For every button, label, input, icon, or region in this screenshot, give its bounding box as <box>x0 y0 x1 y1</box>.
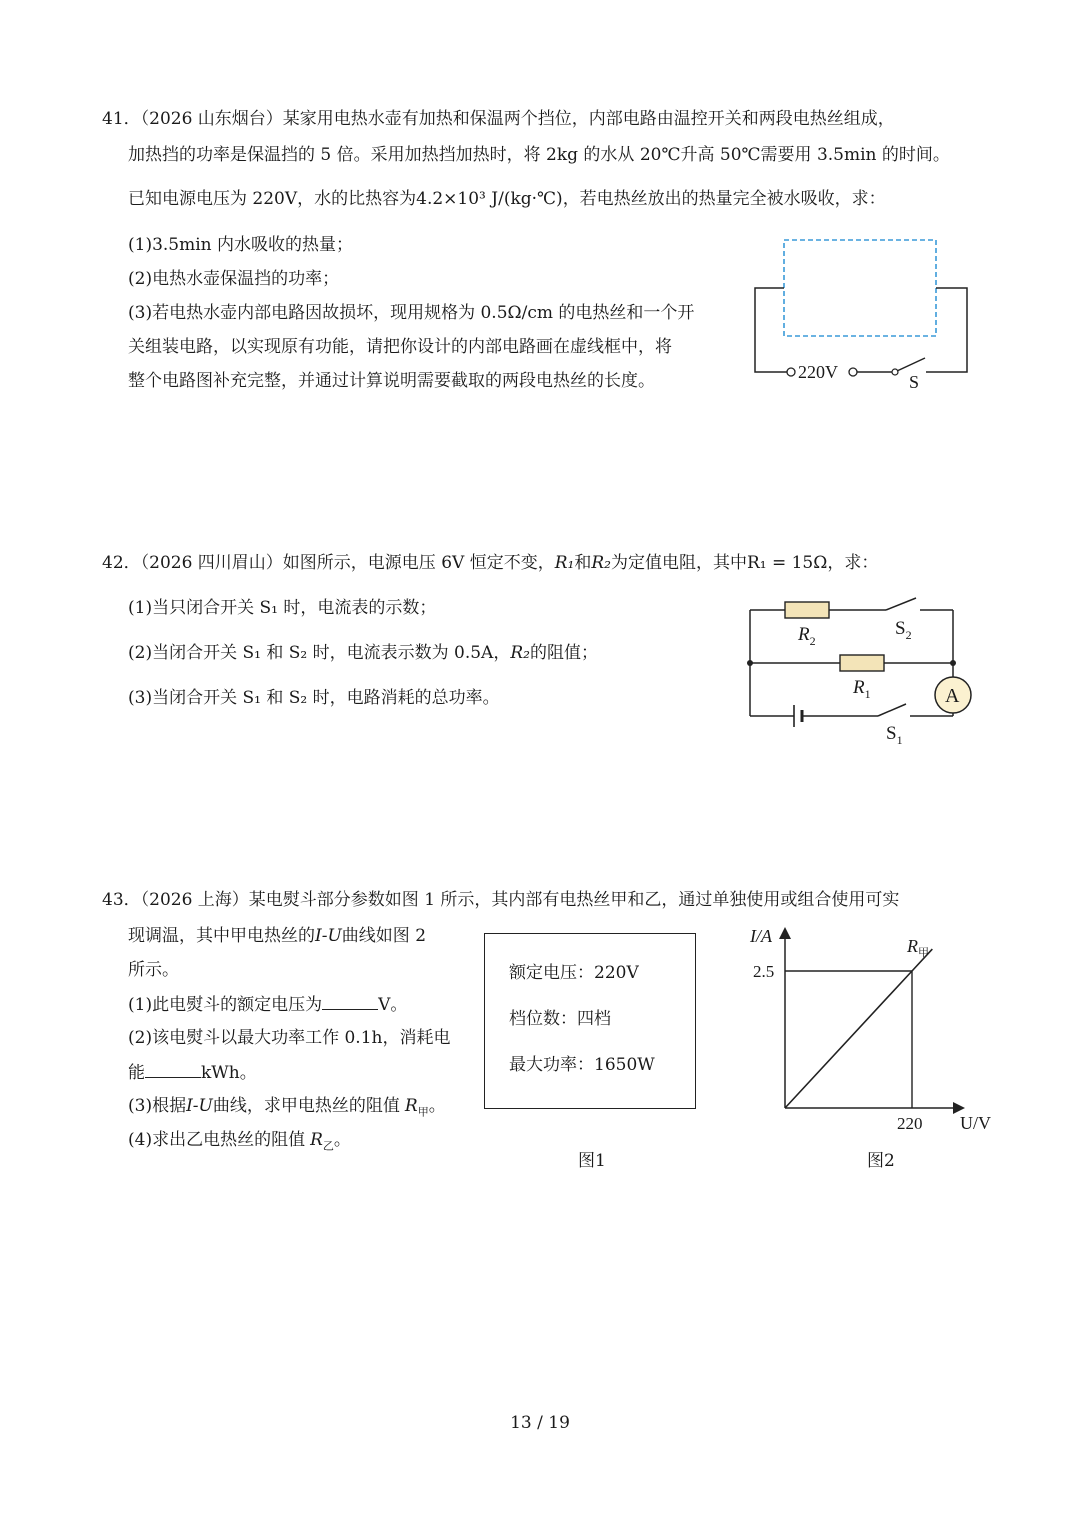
q42-item-2 <box>128 642 598 664</box>
q42-s2-blade <box>886 598 916 610</box>
q43-fig1-caption: 图1 <box>578 1151 606 1171</box>
q42-junction-right <box>950 660 956 666</box>
q43-stem-line3: 所示。 <box>128 960 179 980</box>
q42-r1-resistor <box>840 655 884 671</box>
q41-dashed-box <box>784 240 936 336</box>
q43-item-3-b: 曲线，求甲电热丝的阻值 <box>212 1096 400 1116</box>
q42-item-1: (1)当只闭合开关 S₁ 时，电流表的示数； <box>128 598 437 618</box>
q43-item-3-iu: I-U <box>186 1096 213 1116</box>
q41-switch-pivot <box>892 369 898 375</box>
q43-fig2-curve-label: $R_甲$ <box>907 936 929 959</box>
q43-fig2-x-tick-label: 220 <box>897 1114 923 1133</box>
q42-item-2-r2: R₂ <box>510 643 530 663</box>
q43-item-1-blank <box>322 993 378 1010</box>
q43-item-3 <box>128 1095 446 1123</box>
q43-item-1-a: (1)此电熨斗的额定电压为 <box>128 995 323 1015</box>
q43-fig2-y-axis-label: I/A <box>750 926 772 946</box>
q41-stem-line3-b: ，若电热丝放出的热量完全被水吸收，求： <box>562 189 886 209</box>
q43-item-1 <box>128 993 407 1016</box>
q41-item-3-line3: 整个电路图补充完整，并通过计算说明需要截取的两段电热丝的长度。 <box>128 371 655 391</box>
q42-stem-a: 42．（2026 四川眉山）如图所示，电源电压 6V 恒定不变， <box>102 553 555 573</box>
q43-fig2-y-tick-label: 2.5 <box>753 962 775 981</box>
q42-stem-c: ，求： <box>827 553 879 573</box>
q42-s1-blade <box>878 704 906 716</box>
q42-stem <box>102 552 878 574</box>
q42-item-2-b: 的阻值； <box>529 643 598 663</box>
q41-terminal-right <box>849 368 857 376</box>
q43-fig2-x-axis-label: U/V <box>960 1113 991 1133</box>
q43-stem-line2-a: 现调温，其中甲电热丝的 <box>128 926 315 946</box>
q43-item-4-r: R <box>310 1130 323 1150</box>
q43-item-2-blank <box>145 1061 201 1078</box>
q42-r2-label: $R_2$ <box>798 624 816 648</box>
q41-stem-line3 <box>128 188 886 210</box>
q41-right-wire <box>926 288 967 372</box>
q42-stem-r2: R₂ <box>591 553 611 573</box>
q41-item-1: (1)3.5min 内水吸收的热量； <box>128 235 354 255</box>
q41-stem-line3-a: 已知电源电压为 220V，水的比热容为 <box>128 189 417 209</box>
page-number: 13 / 19 <box>510 1413 570 1433</box>
q41-water-specific-heat: 4.2×10³ J/(kg·℃) <box>416 189 563 209</box>
q42-item-3: (3)当闭合开关 S₁ 和 S₂ 时，电路消耗的总功率。 <box>128 688 500 708</box>
q43-item-2-line2 <box>128 1061 257 1084</box>
q41-item-2: (2)电热水壶保温挡的功率； <box>128 269 340 289</box>
q43-fig2-iu-graph <box>740 920 1010 1140</box>
q41-switch-label: S <box>909 372 920 392</box>
q43-item-2-c: kWh。 <box>201 1063 257 1083</box>
q43-item-2-line1: (2)该电熨斗以最大功率工作 0.1h，消耗电 <box>128 1028 451 1048</box>
q43-item-4-sub: 乙 <box>322 1139 334 1153</box>
q43-stem-line1: 43．（2026 上海）某电熨斗部分参数如图 1 所示，其内部有电热丝甲和乙，通过单独使用或组合使用可实 <box>102 890 900 910</box>
q42-circuit-diagram <box>740 595 980 755</box>
q43-fig1-rated-voltage: 额定电压：220V <box>509 963 639 983</box>
q41-item-3-line2: 关组装电路，以实现原有功能，请把你设计的内部电路画在虚线框中，将 <box>128 337 672 357</box>
q41-left-wire <box>755 288 787 372</box>
q41-circuit-diagram <box>745 230 980 400</box>
q43-item-3-sub: 甲 <box>417 1105 429 1119</box>
q42-s2-label: $S_2$ <box>895 618 912 642</box>
q42-ammeter-label: A <box>945 685 960 707</box>
q43-fig1-gears: 档位数：四档 <box>509 1009 611 1029</box>
q41-source-label: 220V <box>798 362 838 382</box>
q43-fig1-max-power: 最大功率：1650W <box>509 1055 655 1075</box>
q41-terminal-left <box>787 368 795 376</box>
q41-item-3-line1: (3)若电热水壶内部电路因故损坏，现用规格为 0.5Ω/cm 的电热丝和一个开 <box>128 303 695 323</box>
q42-stem-b: 为定值电阻，其中 <box>610 553 747 573</box>
q42-junction-left <box>747 660 753 666</box>
q43-item-3-a: (3)根据 <box>128 1096 187 1116</box>
q41-stem-line1: 41．（2026 山东烟台）某家用电热水壶有加热和保温两个挡位，内部电路由温控开关和两段电热丝组成， <box>102 109 895 129</box>
q42-stem-and: 和 <box>574 553 592 573</box>
q42-s1-label: $S_1$ <box>886 723 903 747</box>
q42-r1-label: $R_1$ <box>853 677 871 701</box>
q43-item-4-end: 。 <box>333 1130 351 1150</box>
q41-switch-blade <box>897 358 925 371</box>
q43-fig1-spec-box <box>484 933 696 1109</box>
q42-item-2-a: (2)当闭合开关 S₁ 和 S₂ 时，电流表示数为 0.5A， <box>128 643 511 663</box>
q43-fig2-series-line <box>785 949 932 1108</box>
q43-stem-line2-b: 曲线如图 2 <box>341 926 427 946</box>
q43-item-3-end: 。 <box>428 1096 446 1116</box>
q43-stem-line2 <box>128 925 426 947</box>
q43-stem-iu: I-U <box>315 926 342 946</box>
q42-r1-value: R₁ = 15Ω <box>746 553 828 573</box>
q41-stem-line2: 加热挡的功率是保温挡的 5 倍。采用加热挡加热时，将 2kg 的水从 20℃升高 50℃需要用 3.5min 的时间。 <box>128 145 950 165</box>
q43-item-1-b: V。 <box>378 995 408 1015</box>
q43-item-3-r: R <box>404 1096 418 1116</box>
q43-fig2-caption: 图2 <box>867 1151 895 1171</box>
q43-item-2-b: 能 <box>128 1063 145 1083</box>
q42-stem-r1: R₁ <box>554 553 575 573</box>
q43-item-4-a: (4)求出乙电热丝的阻值 <box>128 1130 306 1150</box>
q42-r2-resistor <box>785 602 829 618</box>
q43-item-4 <box>128 1129 351 1157</box>
